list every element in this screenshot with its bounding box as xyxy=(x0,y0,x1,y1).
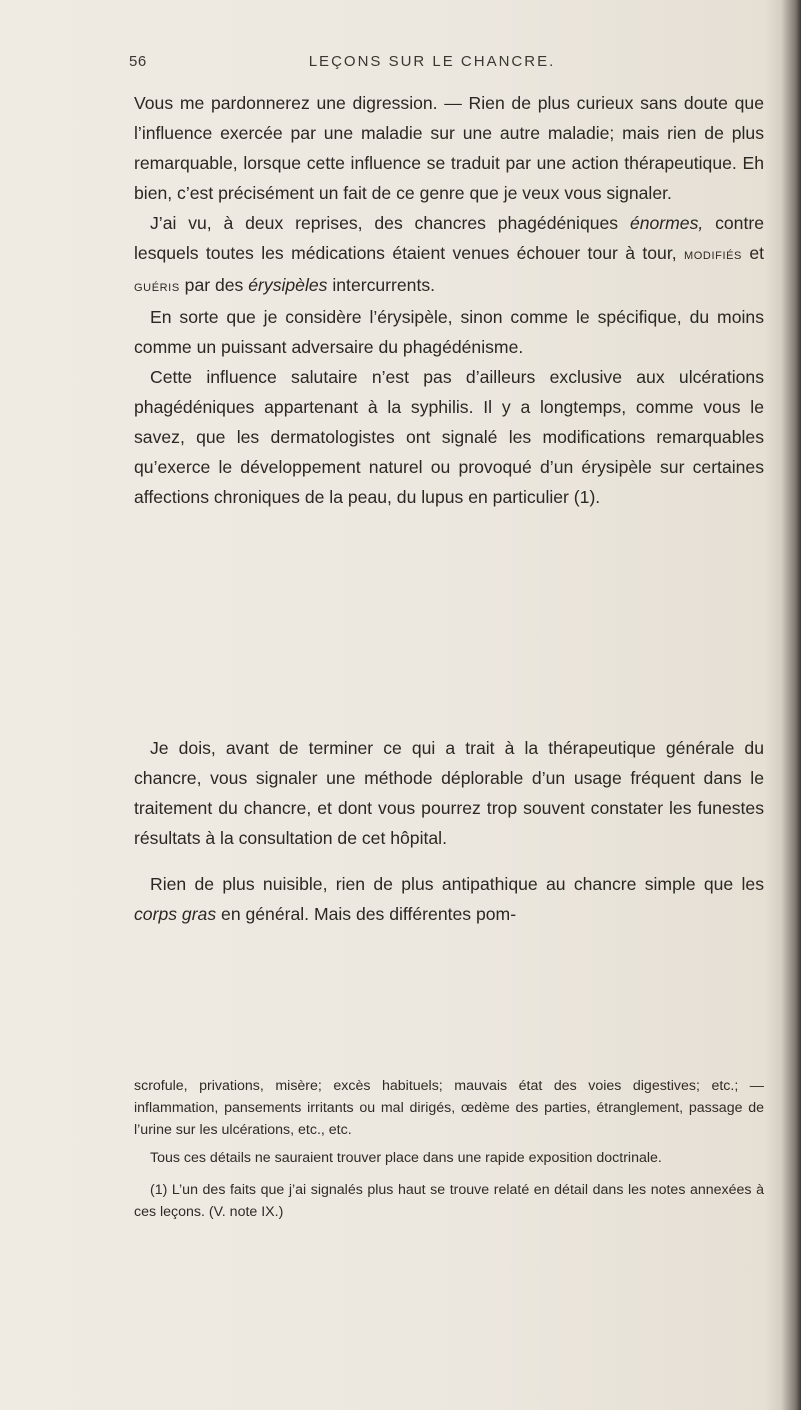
page-edge-shadow xyxy=(765,0,801,1410)
footnote-continuation: scrofule, privations, misère; excès habituels; mauvais état des voies digestives; etc.; — inflammation, pansements irritants ou mal dirigés, œdème des parties, étranglement, passage de l’urine sur les ulcérations, etc., etc. xyxy=(134,1078,764,1138)
text-run: en général. Mais des différentes pom- xyxy=(216,904,517,924)
footnote-1: (1) L’un des faits que j’ai signalés plus haut se trouve relaté en détail dans les notes annexées à ces leçons. (V. note IX.) xyxy=(134,1182,764,1220)
text-run: Rien de plus nuisible, rien de plus antipathique au chancre simple que les xyxy=(150,874,764,894)
page-number: 56 xyxy=(129,53,147,70)
paragraph-corps-gras xyxy=(134,869,764,929)
emphasis-corps-gras: corps gras xyxy=(134,904,217,924)
main-text-block-1 xyxy=(134,88,764,512)
paragraph-influence-salutaire: Cette influence salutaire n’est pas d’ailleurs exclusive aux ulcérations phagédéniques appartenant à la syphilis. Il y a longtemps, comme vous le savez, que les dermatologistes ont signalé les modifications remarquables qu’exerce le développement naturel ou provoqué d’un érysipèle sur certaines affections chroniques de la peau, du lupus en particulier (1). xyxy=(134,367,764,507)
footnote-details: Tous ces détails ne sauraient trouver place dans une rapide exposition doctrinale. xyxy=(150,1150,662,1166)
emphasis-erysipeles: érysipèles xyxy=(248,275,328,295)
main-text-block-2 xyxy=(134,733,764,929)
paragraph-methode-deplorable: Je dois, avant de terminer ce qui a trait à la thérapeutique générale du chancre, vous signaler une méthode déplorable d’un usage fréquent dans le traitement du chancre, et dont vous pourrez trop souvent constater les funestes résultats à la consultation de cet hôpital. xyxy=(134,738,764,848)
running-title: LEÇONS SUR LE CHANCRE. xyxy=(308,53,556,70)
text-run: par des xyxy=(179,275,249,295)
small-caps-gueris: guéris xyxy=(134,278,180,295)
text-run: et xyxy=(741,243,765,263)
text-run: contre lesquels toutes les médications étaient venues échouer tour à tour, xyxy=(134,213,764,263)
footnotes xyxy=(134,1075,764,1223)
paragraph-digression: Vous me pardonnerez une digression. — Rien de plus curieux sans doute que l’influence exercée par une maladie sur une autre maladie; mais rien de plus remarquable, lorsque cette influence se traduit par une action thérapeutique. Eh bien, c’est précisément un fait de ce genre que je veux vous signaler. xyxy=(134,93,764,203)
running-head xyxy=(129,53,759,77)
small-caps-modifies: modifiés xyxy=(684,246,742,263)
text-run: intercurrents. xyxy=(327,275,436,295)
emphasis-enormes: énormes, xyxy=(629,213,704,233)
paragraph-erysipeles xyxy=(134,208,764,302)
paragraph-specifique: En sorte que je considère l’érysipèle, sinon comme le spécifique, du moins comme un puissant adversaire du phagédénisme. xyxy=(134,307,764,357)
text-run: J’ai vu, à deux reprises, des chancres phagédéniques xyxy=(150,213,630,233)
